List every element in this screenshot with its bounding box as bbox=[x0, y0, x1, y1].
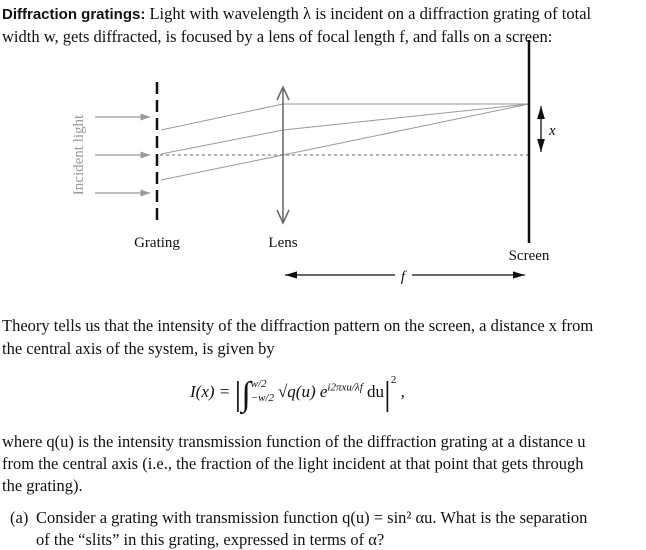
intro-text-1: Light with wavelength λ is incident on a diffraction grating of total bbox=[145, 4, 592, 23]
incident-arrows bbox=[95, 117, 150, 193]
grating-label: Grating bbox=[134, 235, 180, 251]
where-line-1: where q(u) is the intensity transmission function of the diffraction grating at a distance u bbox=[2, 432, 586, 451]
question-a-line-1: Consider a grating with transmission function q(u) = sin² αu. What is the separation bbox=[36, 508, 588, 527]
intensity-equation: I(x) = |∫ w/2 −w/2 √q(u) $e^{i2\pi xu/\lambda f}$ $du|^2$ , bbox=[190, 374, 405, 413]
incident-light-label: Incident light bbox=[71, 114, 87, 196]
intro-heading: Diffraction gratings: bbox=[2, 6, 146, 23]
where-line-2: from the central axis (i.e., the fraction of the light incident at that point that gets through bbox=[2, 454, 584, 473]
where-line-3: the grating). bbox=[2, 476, 83, 495]
theory-line-2: the central axis of the system, is given by bbox=[2, 339, 275, 358]
question-a-label: (a) bbox=[10, 508, 29, 527]
x-label: x bbox=[549, 123, 556, 139]
lens-label: Lens bbox=[268, 235, 298, 251]
screen-label: Screen bbox=[508, 248, 550, 264]
question-a-line-2: of the “slits” in this grating, expressed in terms of α? bbox=[36, 530, 385, 549]
f-label: f bbox=[400, 269, 406, 285]
intro-line-2: width w, gets diffracted, is focused by a lens of focal length f, and falls on a screen: bbox=[2, 27, 553, 46]
rays bbox=[161, 104, 529, 180]
theory-line-1: Theory tells us that the intensity of the diffraction pattern on the screen, a distance x from bbox=[2, 316, 594, 335]
